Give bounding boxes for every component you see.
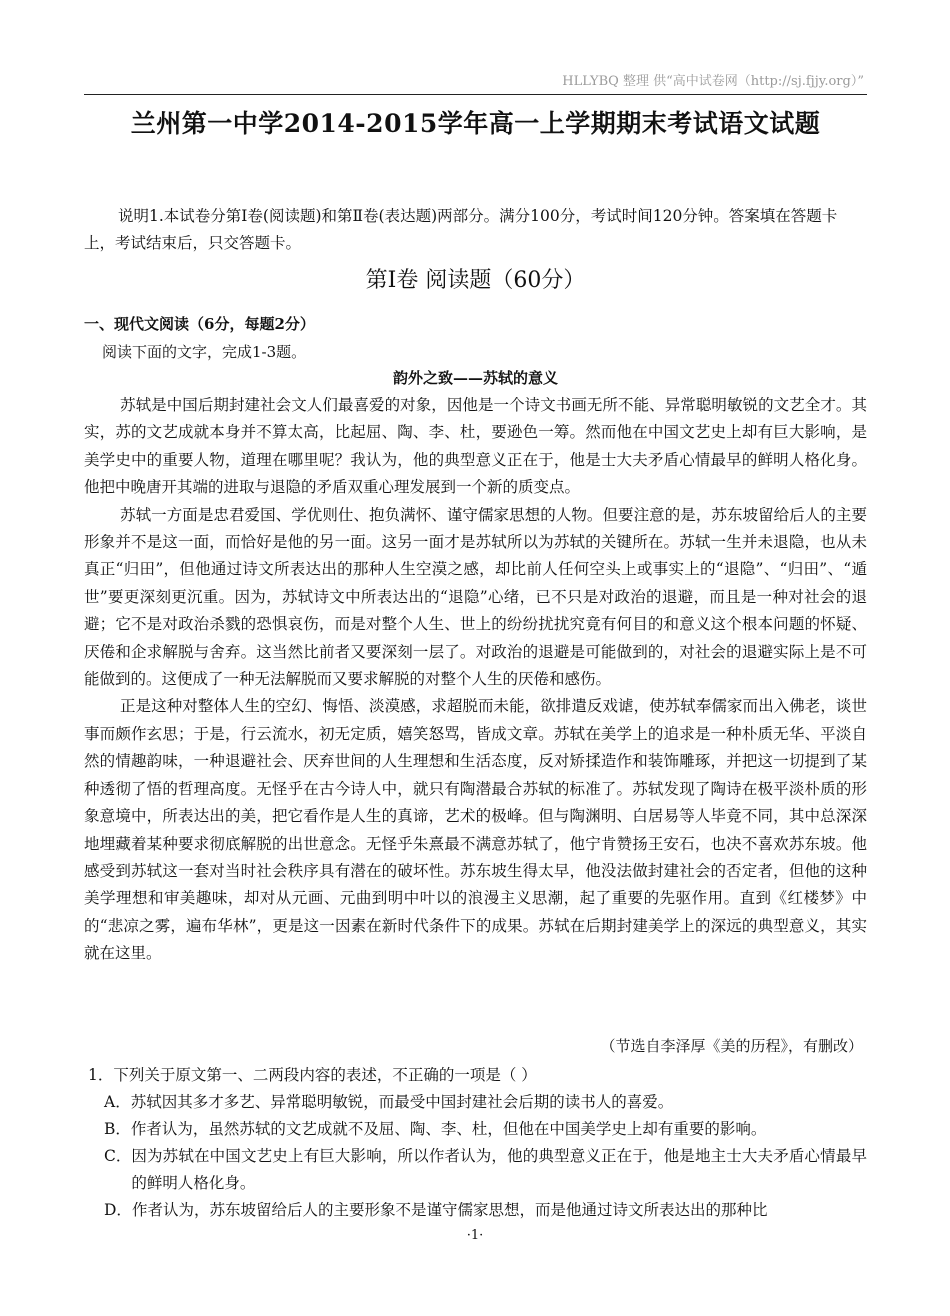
article-paragraph-2: 苏轼一方面是忠君爱国、学优则仕、抱负满怀、谨守儒家思想的人物。但要注意的是，苏东坡留给后人的主要形象并不是这一面，而恰好是他的另一面。这另一面才是苏轼所以为苏轼的关键所在。苏轼一生并未退隐，也从未真正“归田”，但他通过诗文所表达出的那种人生空漠之感，却比前人任何空头上或事实上的“退隐”、“归田”、“遁世”要更深刻更沉重。因为，苏轼诗文中所表达出的“退隐”心绪，已不只是对政治的退避，而且是一种对社会的退避；它不是对政治杀戮的恐惧哀伤，而是对整个人生、世上的纷纷扰扰究竟有何目的和意义这个根本问题的怀疑、厌倦和企求解脱与舍弃。这当然比前者又要深刻一层了。对政治的退避是可能做到的，对社会的退避实际上是不可能做到的。这便成了一种无法解脱而又要求解脱的对整个人生的厌倦和感伤。 [84, 505, 867, 689]
article-body [84, 392, 867, 968]
question-option-b [84, 1116, 867, 1143]
exam-instructions: 说明1.本试卷分第Ⅰ卷(阅读题)和第Ⅱ卷(表达题)两部分。满分100分，考试时间120分钟。答案填在答题卡上，考试结束后，只交答题卡。 [84, 207, 838, 252]
header-source-note: HLLYBQ 整理 供“高中试卷网（http://sj.fjjy.org）” [562, 74, 864, 89]
option-letter: A． [104, 1093, 131, 1111]
header-divider [84, 94, 867, 95]
option-text: 作者认为，苏东坡留给后人的主要形象不是谨守儒家思想，而是他通过诗文所表达出的那种比 [131, 1201, 768, 1219]
exam-title: 兰州第一中学2014-2015学年高一上学期期末考试语文试题 [130, 109, 821, 138]
page-number: ·1· [466, 1228, 484, 1243]
option-letter: B． [104, 1120, 131, 1138]
article-paragraph-1: 苏轼是中国后期封建社会文人们最喜爱的对象，因他是一个诗文书画无所不能、异常聪明敏锐的文艺全才。其实，苏的文艺成就本身并不算太高，比起屈、陶、李、杜，要逊色一筹。然而他在中国文艺史上却有巨大影响，是美学史中的重要人物，道理在哪里呢？我认为，他的典型意义正在于，他是士大夫矛盾心情最早的鲜明人格化身。他把中晚唐开其端的进取与退隐的矛盾双重心理发展到一个新的质变点。 [84, 396, 867, 497]
section-heading: 一、现代文阅读（6分，每题2分） [84, 315, 315, 333]
option-letter: C． [104, 1147, 132, 1165]
question-stem: 1．下列关于原文第一、二两段内容的表述，不正确的一项是（ ） [88, 1066, 537, 1084]
article-title: 韵外之致——苏轼的意义 [392, 369, 558, 387]
option-text: 因为苏轼在中国文艺史上有巨大影响，所以作者认为，他的典型意义正在于，他是地主士大夫矛盾心情最早的鲜明人格化身。 [131, 1147, 867, 1192]
option-text: 苏轼因其多才多艺、异常聪明敏锐，而最受中国封建社会后期的读书人的喜爱。 [130, 1093, 674, 1111]
part-one-title: 第Ⅰ卷 阅读题（60分） [365, 268, 586, 293]
section-prompt: 阅读下面的文字，完成1-3题。 [102, 343, 307, 361]
question-1 [84, 1062, 867, 1224]
question-option-d [84, 1197, 867, 1224]
article-citation: （节选自李泽厚《美的历程》，有删改） [600, 1037, 863, 1055]
option-text: 作者认为，虽然苏轼的文艺成就不及屈、陶、李、杜，但他在中国美学史上却有重要的影响。 [130, 1120, 767, 1138]
article-paragraph-3: 正是这种对整体人生的空幻、悔悟、淡漠感，求超脱而未能，欲排遣反戏谑，使苏轼奉儒家而出入佛老，谈世事而颇作玄思；于是，行云流水，初无定质，嬉笑怒骂，皆成文章。苏轼在美学上的追求是一种朴质无华、平淡自然的情趣韵味，一种退避社会、厌弃世间的人生理想和生活态度，反对矫揉造作和装饰雕琢，并把这一切提到了某种透彻了悟的哲理高度。无怪乎在古今诗人中，就只有陶潜最合苏轼的标准了。苏轼发现了陶诗在极平淡朴质的形象意境中，所表达出的美，把它看作是人生的真谛，艺术的极峰。但与陶渊明、白居易等人毕竟不同，其中总深深地埋藏着某种要求彻底解脱的出世意念。无怪乎朱熹最不满意苏轼了，他宁肯赞扬王安石，也决不喜欢苏东坡。他感受到苏轼这一套对当时社会秩序具有潜在的破坏性。苏东坡生得太早，他没法做封建社会的否定者，但他的这种美学理想和审美趣味，却对从元画、元曲到明中叶以的浪漫主义思潮，起了重要的先驱作用。直到《红楼梦》中的“悲凉之雾，遍布华林”，更是这一因素在新时代条件下的成果。苏轼在后期封建美学上的深远的典型意义，其实就在这里。 [84, 697, 867, 963]
question-option-a [84, 1089, 867, 1116]
option-letter: D． [104, 1201, 132, 1219]
question-option-c [84, 1143, 867, 1197]
